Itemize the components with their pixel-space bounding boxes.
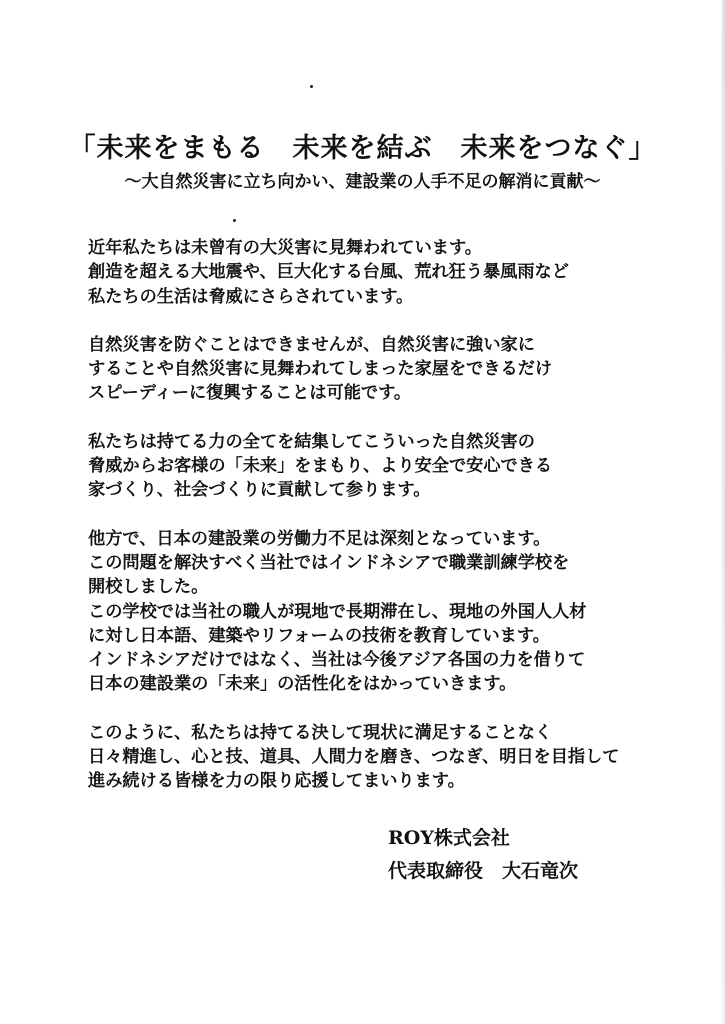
text-line: 脅威からお客様の「未来」をまもり、より安全で安心できる bbox=[88, 456, 553, 477]
text-line: 創造を超える大地震や、巨大化する台風、荒れ狂う暴風雨など bbox=[88, 262, 569, 283]
paragraph-4 bbox=[88, 527, 688, 697]
text-line: 私たちの生活は脅威にさらされています。 bbox=[88, 286, 414, 307]
text-line: に対し日本語、建築やリフォームの技術を教育しています。 bbox=[88, 625, 550, 646]
representative-name: 代表取締役 大石竜次 bbox=[388, 860, 579, 882]
paragraph-2 bbox=[88, 333, 688, 406]
text-line: このように、私たちは持てる決して現状に満足することなく bbox=[88, 722, 553, 743]
company-name: ROY株式会社 bbox=[388, 827, 510, 849]
text-line: 進み続ける皆様を力の限り応援してまいります。 bbox=[88, 771, 465, 792]
text-line: この問題を解決すべく当社ではインドネシアで職業訓練学校を bbox=[88, 552, 570, 573]
text-line: することや自然災害に見舞われてしまった家屋をできるだけ bbox=[88, 359, 553, 380]
paragraph-5 bbox=[88, 721, 688, 794]
text-line: 日本の建設業の「未来」の活性化をはかっていきます。 bbox=[88, 674, 517, 695]
text-line: 開校しました。 bbox=[88, 577, 209, 598]
text-line: 私たちは持てる力の全てを結集してこういった自然災害の bbox=[88, 431, 535, 452]
document-subtitle: 〜大自然災害に立ち向かい、建設業の人手不足の解消に貢献〜 bbox=[124, 172, 601, 192]
text-line: 近年私たちは未曾有の大災害に見舞われています。 bbox=[88, 238, 482, 258]
text-line: インドネシアだけではなく、当社は今後アジア各国の力を借りて bbox=[88, 650, 586, 671]
text-line: スピーディーに復興することは可能です。 bbox=[88, 383, 412, 404]
text-line: 他方で、日本の建設業の労働力不足は深刻となっています。 bbox=[88, 528, 551, 549]
paragraph-3 bbox=[88, 430, 688, 503]
document-title: 「未来をまもる 未来を結ぶ 未来をつなぐ」 bbox=[68, 133, 657, 164]
signature-block bbox=[388, 822, 578, 888]
text-line: 自然災害を防ぐことはできませんが、自然災害に強い家に bbox=[88, 334, 535, 355]
text-line: 家づくり、社会づくりに貢献して参ります。 bbox=[88, 480, 431, 501]
scan-speck bbox=[233, 219, 236, 222]
scan-speck bbox=[310, 85, 313, 88]
text-line: この学校では当社の職人が現地で長期滞在し、現地の外国人人材 bbox=[88, 601, 587, 622]
paragraph-1 bbox=[88, 236, 688, 309]
document-body bbox=[88, 236, 688, 818]
text-line: 日々精進し、心と技、道具、人間力を磨き、つなぎ、明日を目指して bbox=[88, 747, 620, 768]
